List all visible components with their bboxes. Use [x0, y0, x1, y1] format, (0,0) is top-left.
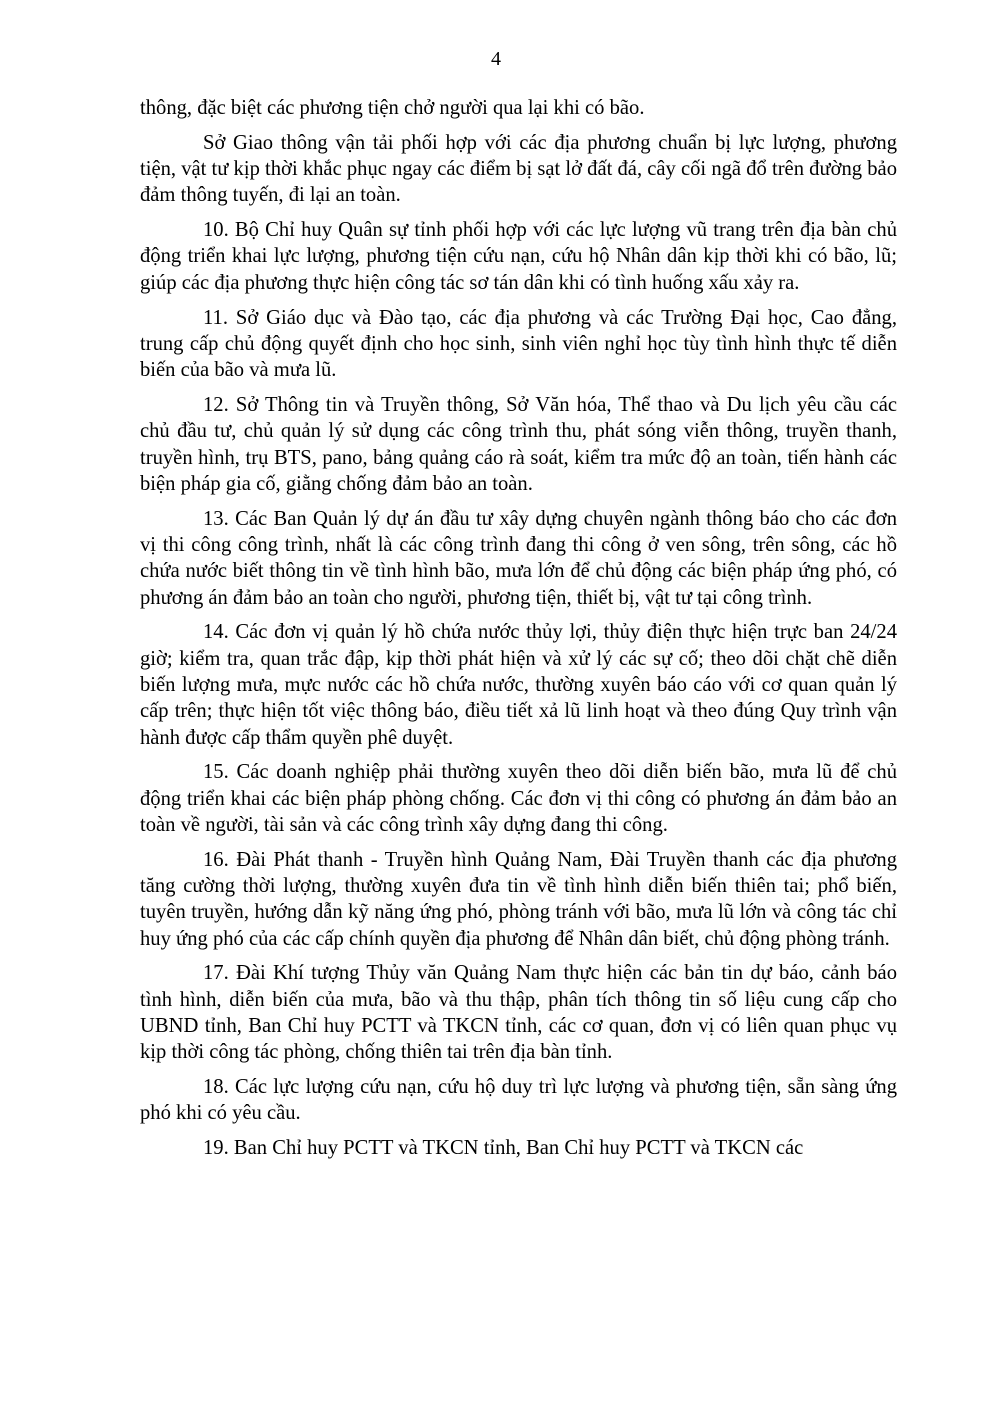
paragraph-item-17: 17. Đài Khí tượng Thủy văn Quảng Nam thực hiện các bản tin dự báo, cảnh báo tình hình, diễn biến của mưa, bão và thu thập, phân tích thông tin số liệu cung cấp cho UBND tỉnh, Ban Chỉ huy PCTT và TKCN tỉnh, các cơ quan, đơn vị có liên quan phục vụ kịp thời công tác phòng, chống thiên tai trên địa bàn tỉnh. [140, 962, 897, 1064]
paragraph-item-14: 14. Các đơn vị quản lý hồ chứa nước thủy lợi, thủy điện thực hiện trực ban 24/24 giờ; kiểm tra, quan trắc đập, kịp thời phát hiện và xử lý các sự cố; theo dõi chặt chẽ diễn biến lượng mưa, mực nước các hồ chứa nước, thường xuyên báo cáo với cơ quan quản lý cấp trên; thực hiện tốt việc thông báo, điều tiết xả lũ linh hoạt và theo đúng Quy trình vận hành được cấp thẩm quyền phê duyệt. [140, 621, 897, 749]
paragraph-item-10: 10. Bộ Chỉ huy Quân sự tỉnh phối hợp với các lực lượng vũ trang trên địa bàn chủ động triển khai lực lượng, phương tiện cứu nạn, cứu hộ Nhân dân kịp thời khi có bão, lũ; giúp các địa phương thực hiện công tác sơ tán dân khi có tình huống xấu xảy ra. [140, 219, 897, 294]
paragraph-continued: thông, đặc biệt các phương tiện chở người qua lại khi có bão. [140, 97, 645, 119]
page-number: 4 [491, 48, 501, 70]
paragraph-transport-department: Sở Giao thông vận tải phối hợp với các địa phương chuẩn bị lực lượng, phương tiện, vật tư kịp thời khắc phục ngay các điểm bị sạt lở đất đá, cây cối ngã đổ trên đường bảo đảm thông tuyến, đi lại an toàn. [140, 131, 897, 207]
paragraph-item-18: 18. Các lực lượng cứu nạn, cứu hộ duy trì lực lượng và phương tiện, sẵn sàng ứng phó khi có yêu cầu. [140, 1076, 897, 1125]
paragraph-item-19: 19. Ban Chỉ huy PCTT và TKCN tỉnh, Ban Chỉ huy PCTT và TKCN các [203, 1137, 804, 1160]
paragraph-item-11: 11. Sở Giáo dục và Đào tạo, các địa phương và các Trường Đại học, Cao đẳng, trung cấp chủ động quyết định cho học sinh, sinh viên nghỉ học tùy tình hình thực tế diễn biến của bão và mưa lũ. [140, 306, 897, 382]
paragraph-item-12: 12. Sở Thông tin và Truyền thông, Sở Văn hóa, Thể thao và Du lịch yêu cầu các chủ đầu tư, chủ quản lý sử dụng các công trình thu, phát sóng viễn thông, truyền thanh, truyền hình, trụ BTS, pano, bảng quảng cáo rà soát, kiểm tra mức độ an toàn, tiến hành các biện pháp gia cố, giằng chống đảm bảo an toàn. [140, 393, 897, 495]
paragraph-item-15: 15. Các doanh nghiệp phải thường xuyên theo dõi diễn biến bão, mưa lũ để chủ động triển khai các biện pháp phòng chống. Các đơn vị thi công có phương án đảm bảo an toàn về người, tài sản và các công trình xây dựng đang thi công. [140, 761, 897, 836]
paragraph-item-16: 16. Đài Phát thanh - Truyền hình Quảng Nam, Đài Truyền thanh các địa phương tăng cường thời lượng, thường xuyên đưa tin về tình hình diễn biến thiên tai; phổ biến, tuyên truyền, hướng dẫn kỹ năng ứng phó, phòng tránh với bão, mưa lũ lớn và công tác chỉ huy ứng phó của các cấp chính quyền địa phương để Nhân dân biết, chủ động phòng tránh. [140, 848, 897, 950]
document-body [140, 95, 897, 1170]
paragraph-item-13: 13. Các Ban Quản lý dự án đầu tư xây dựng chuyên ngành thông báo cho các đơn vị thi công công trình, nhất là các công trình đang thi công ở ven sông, trên sông, các hồ chứa nước biết thông tin về tình hình bão, mưa lớn để chủ động các biện pháp ứng phó, có phương án đảm bảo an toàn cho người, phương tiện, thiết bị, vật tư tại công trình. [140, 507, 897, 609]
